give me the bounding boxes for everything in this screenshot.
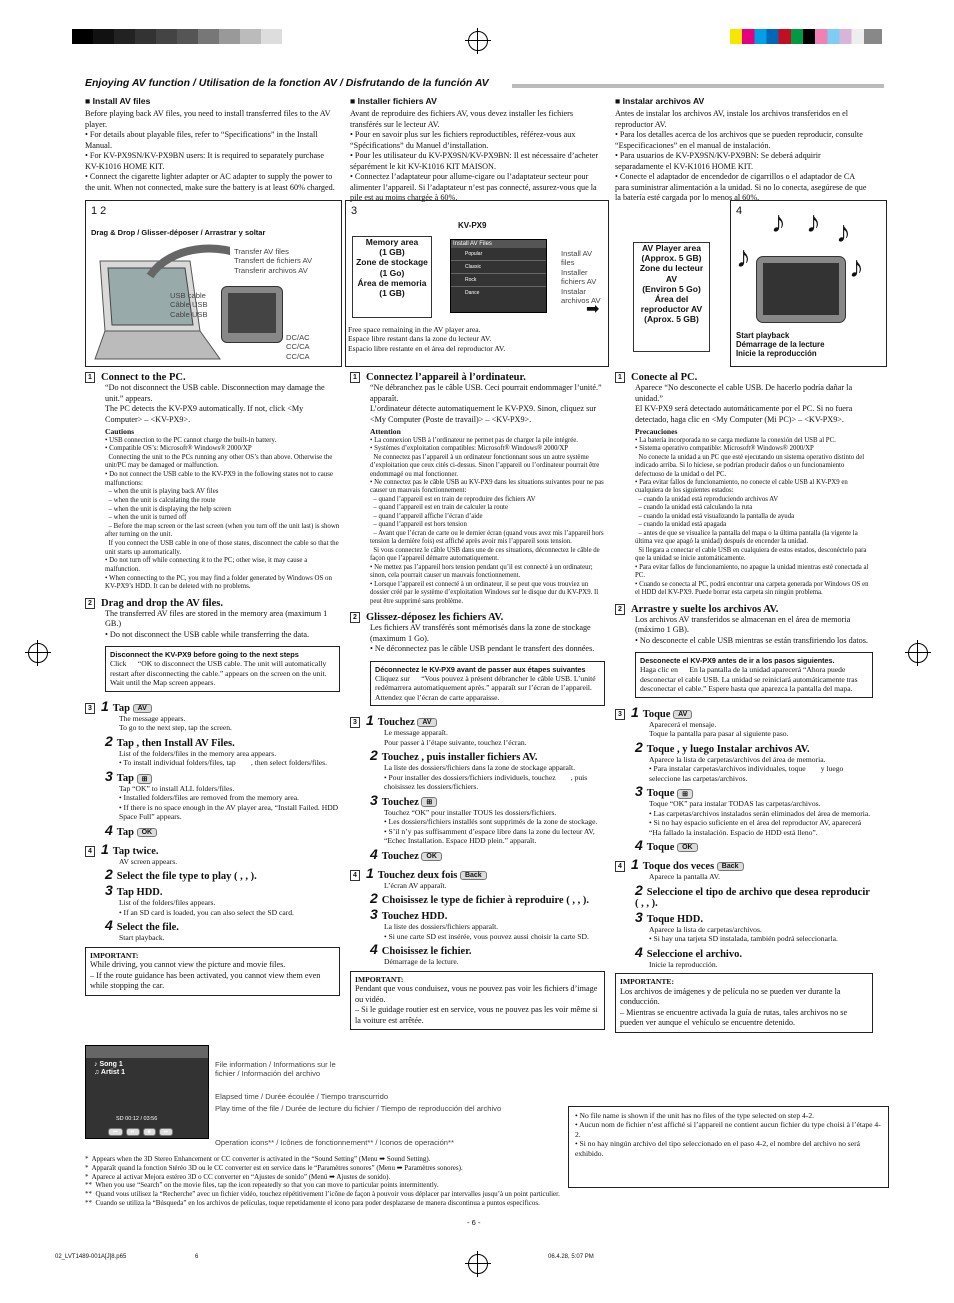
footnotes: * Appears when the 3D Stereo Enhancement or CC converter is activated in the “Sound Setting” (Menu ➡ Sound Setting). * Apparaît quand la fonction Stéréo 3D ou le CC converter est en service dans le “Paramètres sonores” (Menu ➡ Paramètres sonores). * Aparece al activar Mejora estéreo 3D o CC converter en “Ajustes de sonido” (Menú ➡ Ajustes de sonido). ** When you use “Search” on the movie files, tap the icon repeatedly so that you can move to particular points intermittently. ** Quand vous utilisez la “Recherche” avec un fichier vidéo, touchez répétitivement l’icône de façon à pouvoir vous déplacer par intervalles jusqu’à un point particulier. ** Cuando se utiliza la “Búsqueda” en los archivos de películas, toque repetidamente el icono para poder desplazarse de manera discontinua a puntos específicos.: [85, 1155, 560, 1207]
en-s4-3-text: List of the folders/files appears. • If an SD card is loaded, you can also select the SD card.: [119, 898, 294, 917]
es-s3-1: Toque: [642, 708, 671, 720]
en-step1-title: Connect to the PC.: [101, 372, 186, 383]
es-disconnect-note: [635, 652, 873, 697]
screen-item[interactable]: Dance: [465, 290, 480, 296]
es-s4-4: Seleccione el archivo.: [646, 948, 742, 960]
en-s3-1-text: The message appears. To go to the next step, tap the screen.: [119, 713, 232, 733]
column-fr: 1 Connectez l’appareil à l’ordinateur. “Ne débranchez pas le câble USB. Ceci pourrait endommager l’unité.” apparaît. L’ordinateur détecte automatiquement le KV-PX9. Sinon, cliquez sur <My Computer (Poste de travail)> – <KV-PX9>. Attention • La connexion USB à l’ordinateur ne permet pas de charger la pile intégrée. • Systèmes d’exploitation compatibles: Microsoft® Windows® 2000/XP Ne connectez pas l’appareil à un ordinateur fonctionnant sous un autre système d’exploitation que ceux cités ci-dessus. Sinon l’appareil ou l’ordinateur pourrait être endommagé ou mal fonctionner. • Ne connectez pas le câble USB au KV-PX9 dans les situations suivantes pour ne pas causer un mauvais fonctionnement: – quand l’appareil est en train de reproduire des fichiers AV – quand l’appareil est en train de calculer la route – quand l’appareil affiche l’écran d’aide – quand l’appareil est hors tension – Avant que l’écran de carte ou le dernier écran (quand vous avez mis l’appareil hors tension la dernière fois) est affiché après avoir mis l’appareil sous tension. Si vous connectez le câble USB dans une de ces situations, déconnectez le câble de façon que l’appareil démarre automatiquement. • Ne mettez pas l’appareil hors tension pendant qu’il est connecté à un ordinateur; sinon, cela pourrait causer un mauvais fonctionnement. • Lorsque l’appareil est connecté à un ordinateur, il se peut que vous trouviez un dossier créé par le système d’exploitation Windows sur le disque dur du KV-PX9. Il peut être supprimé sans problème. 2 Glissez-déposez les fichiers AV. Les fichiers AV transférés sont mémorisés dans la zone de stockage (maximum 1 Go). • Ne déconnectez pas le câble USB pendant le transfert des données. Déconnectez le KV-PX9 avant de passer aux étapes suivantes Cliquez sur “Vous pouvez à présent débrancher le câble USB. L’unité redémarrera automatiquement après.” apparaît sur l’écran de l’appareil. Attendez que l’écran de carte apparaisse. 3 1 Touchez AV Le message apparaît. Pour passer à l’étape suivante, touchez l’écran. 2 Touchez , puis installer fichiers AV. La liste des dossiers/fichiers dans la zone de stockage apparaît. • Pour installer des dossiers/fichiers individuels, touchez , puis choisissez les dossiers/fichiers. 3 Touchez ⊞ Touchez “OK” pour installer TOUS les dossiers/fichiers. • Les dossiers/fichiers installés sont supprimés de la zone de stockage. • S’il n’y pas suffisamment d’espace libre dans la zone du lecteur AV, “Echec Installation. Espace HDD plein.” apparaît. 4 Touchez OK 4 1 Touchez deux fois Back L’écran AV apparaît. 2 Choisissez le type de fichier à reproduire ( , , ). 3 Touchez HDD. La liste des dossiers/fichiers apparaît. • Si une carte SD est insérée, vous pouvez aussi choisir la carte SD. 4 Choisissez le fichier. Démarrage de la lecture. IMPORTANT: Pendant que vous conduisez, vous ne pouvez pas voir les fichiers d’image ou vidéo. – Si le guidage routier est en service, vous ne pouvez pas les voir même si la voiture est arrêtée.: [350, 372, 605, 1030]
es-s3-4: Toque: [646, 842, 675, 854]
en-note-text: Click “OK to disconnect the USB cable. The unit will automatically restart after disconnecting the cable.” appears on the screen on the unit. Wait until the Map screen appears.: [110, 659, 329, 688]
es-s4-3: Toque HDD.: [646, 913, 704, 925]
es-s3-1-text: Aparecerá el mensaje. Toque la pantalla para pasar al siguiente paso.: [649, 719, 789, 739]
figure-step-4: 4: [736, 205, 743, 217]
av-button-icon[interactable]: AV: [417, 718, 436, 727]
en-s3-3: Tap: [116, 772, 134, 784]
en-s3-2: Tap , then Install AV Files.: [116, 737, 235, 749]
fr-s3-3: Touchez: [381, 796, 419, 808]
music-note-icon: ♪: [836, 216, 851, 249]
all-button-icon[interactable]: ⊞: [421, 797, 437, 807]
laptop-illustration: [90, 241, 230, 366]
all-button-icon[interactable]: ⊞: [137, 774, 153, 784]
es-s3-2: Toque , y luego Instalar archivos AV.: [646, 743, 810, 755]
install-text-fr: Avant de reproduire des fichiers AV, vous devez installer les fichiers transférés sur le lecteur AV. • Pour en savoir plus sur les fichiers reproductibles, référez-vous aux “Spécifications” du Manuel d’installation. • Pour les utilisateur du KV-PX9SN/KV-PX9BN: Il est nécessaire d’acheter séparément le kit KV-K1016 KIT MAISON. • Connectez l’adaptateur pour allume-cigare ou l’adaptateur secteur pour alimenter l’appareil. Si l’adaptateur n’est pas connecté, assurez-vous que la pile est au moins chargée à 60%.: [350, 109, 599, 202]
en-s4-3: Tap HDD.: [116, 887, 163, 899]
en-important: [85, 947, 340, 996]
fr-s3-3-text: Touchez “OK” pour installer TOUS les dossiers/fichiers. • Les dossiers/fichiers installés sont supprimés de la zone de stockage. • S’il n’y pas suffisamment d’espace libre dans la zone du lecteur AV, “Echec Installation. Espace HDD plein.” apparaît.: [384, 807, 598, 846]
en-cautions: • USB connection to the PC cannot charge the built-in battery. • Compatible OS’s: Microsoft® Windows® 2000/XP Connecting the unit to the PCs running any other OS’s than above. Otherwise the unit/PC may be damaged or malfunction. • Do not connect the USB cable to the KV-PX9 in the following states not to cause malfunctions: – when the unit is playing back AV files – when the unit is calculating the route – when the unit is displaying the help screen – when the unit is turned off – Before the map screen or the last screen (when you turn off the unit last) is shown after turning on the unit. If you connect the USB cable in one of those states, disconnect the cable so that the unit starts up automatically. • Do not turn off while connecting it to the PC; other wise, it may cause a malfunction. • When connecting to the PC, you may find a folder generated by Windows OS on KV-PX9’s HDD. It can be deleted with no problems.: [105, 436, 340, 591]
music-note-icon: ♪: [771, 206, 786, 239]
av-button-icon[interactable]: AV: [133, 704, 152, 713]
fr-s3-1: Touchez: [377, 717, 415, 729]
es-important-text: Los archivos de imágenes y de película no se pueden ver durante la conducción. – Mientras se encuentre activada la guía de rutas, tales archivos no se pueden ver aunque el vehículo se encuentre detenido.: [620, 986, 848, 1028]
registration-mark-bottom: [468, 1254, 488, 1274]
screen-item[interactable]: Popular: [451, 248, 546, 261]
es-prec: • La batería incorporada no se carga mediante la conexión del USB al PC. • Sistema operativo compatible: Microsoft® Windows® 2000/XP No conecte la unidad a un PC que esté ejecutando un sistema operativo distinto del indicado arriba. Si lo hiciese, se podrían producir daños o un funcionamiento defectuoso de la unidad o del PC. • Para evitar fallos de funcionamiento, no conecte el cable USB al KV-PX9 en cualquiera de los siguientes estados: – cuando la unidad está reproduciendo archivos AV – cuando la unidad está calculando la ruta – cuando la unidad está visualizando la pantalla de ayuda – cuando la unidad está apagada – antes de que se visualice la pantalla del mapa o la última pantalla (la vigente la última vez que apagó la unidad) después de encender la unidad. Si llegara a conectar el cable USB en cualquiera de estos estados, desconéctelo para que la unidad se inicie automáticamente. • Para evitar fallos de funcionamiento, no apague la unidad mientras esté conectada al PC. • Cuando se conecta al PC, podrá encontrar una carpeta generada por Windows OS en el HDD del KV-PX9. Puede borrar esta carpeta sin ningún problema.: [635, 436, 869, 597]
memory-area-box: Memory area (1 GB) Zone de stockage (1 Go) Área de memoria (1 GB): [352, 236, 432, 318]
music-note-icon: ♪: [806, 206, 821, 239]
playtime-callout: Play time of the file / Durée de lecture du fichier / Tiempo de reproducción del archivo: [215, 1104, 502, 1113]
fr-attention: • La connexion USB à l’ordinateur ne permet pas de charger la pile intégrée. • Systèmes d’exploitation compatibles: Microsoft® Windows® 2000/XP Ne connectez pas l’appareil à un ordinateur fonctionnant sous un autre système d’exploitation que ceux cités ci-dessus. Sinon l’appareil ou l’ordinateur pourrait être endommagé ou mal fonctionner. • Ne connectez pas le câble USB au KV-PX9 dans les situations suivantes pour ne pas causer un mauvais fonctionnement: – quand l’appareil est en train de reproduire des fichiers AV – quand l’appareil est en train de calculer la route – quand l’appareil affiche l’écran d’aide – quand l’appareil est hors tension – Avant que l’écran de carte ou le dernier écran (quand vous avez mis l’appareil hors tension la dernière fois) est affiché après avoir mis l’appareil sous tension. Si vous connectez le câble USB dans une de ces situations, déconnectez le câble de façon que l’appareil démarre automatiquement. • Ne mettez pas l’appareil hors tension pendant qu’il est connecté à un ordinateur; sinon, cela pourrait causer un mauvais fonctionnement. • Lorsque l’appareil est connecté à un ordinateur, il se peut que vous trouviez un dossier créé par le système d’exploitation Windows sur le disque dur du KV-PX9. Il peut être supprimé sans problème.: [370, 436, 604, 605]
en-s4-1: Tap twice.: [112, 845, 159, 857]
es-s3-3-text: Toque “OK” para instalar TODAS las carpetas/archivos. • Las carpetas/archivos instalados serán eliminados del área de memoria. • Si no hay espacio suficiente en el área del reproductor AV, aparecerá “Ha fallado la instalación. Espacio de HDD está lleno”.: [649, 799, 871, 837]
back-button-icon[interactable]: Back: [717, 862, 744, 871]
player-screen: [85, 1045, 209, 1139]
en-important-text: While driving, you cannot view the picture and movie files. – If the route guidance has been activated, you cannot view them even while stopping the car.: [90, 960, 321, 991]
es-step2-title: Arrastre y suelte los archivos AV.: [631, 603, 779, 615]
print-page: 6: [195, 1254, 199, 1260]
en-s4-1-text: AV screen appears.: [119, 856, 178, 866]
en-step2-title: Drag and drop the AV files.: [101, 597, 223, 609]
drag-caption: Drag & Drop / Glisser-déposer / Arrastrar y soltar: [91, 228, 266, 237]
free-space-label: Free space remaining in the AV player area. Espace libre restant dans la zone du lecteur AV. Espacio libre restante en el área del reproductor AV.: [348, 325, 506, 353]
en-s3-1: Tap: [112, 702, 130, 714]
figure-step-3: 3: [351, 205, 358, 217]
ops-callout: Operation icons** / Icônes de fonctionnement** / Iconos de operación**: [215, 1138, 454, 1147]
side-note: • No file name is shown if the unit has no files of the type selected on step 4-2. • Aucun nom de fichier n’est affiché si l’appareil ne contient aucun fichier du type choisi à l’étape 4-2. • Si no hay ningún archivo del tipo seleccionado en el paso 4-2, el nombre del archivo no será exhibido.: [568, 1106, 889, 1188]
es-s4-4-text: Inicie la reproducción.: [649, 959, 718, 969]
es-s4-1: Toque dos veces: [642, 861, 715, 873]
fr-s4-1-text: L’écran AV apparaît.: [384, 880, 447, 890]
fr-s4-3: Touchez HDD.: [381, 911, 448, 923]
fr-s3-4: Touchez: [381, 850, 419, 862]
install-head-fr: ■ Installer fichiers AV: [350, 96, 437, 106]
en-important-head: IMPORTANT:: [90, 950, 139, 960]
fr-disconnect-note: [370, 661, 605, 706]
file-info-callout: File information / Informations sur le fichier / Información del archivo: [215, 1060, 336, 1079]
install-text-en: Before playing back AV files, you need to install transferred files to the AV player. • For details about playable files, refer to “Specifications” in the Install Manual. • For KV-PX9SN/KV-PX9BN users: It is required to separately purchase KV-K1016 HOME KIT. • Connect the cigarette lighter adapter or AC adapter to supply the power to the unit. When not connected, make sure the battery is at least 60% charged.: [85, 109, 335, 192]
usb-cable-label: USB cable Câble USB Cable USB: [170, 291, 208, 319]
es-step2-text: Los archivos AV transferidos se almacenan en el área de memoria (máximo 1 GB). • No desconecte el cable USB mientras se están transfiriendo los datos.: [635, 614, 868, 645]
en-note-head: Disconnect the KV-PX9 before going to the next steps: [110, 650, 299, 660]
es-important: [615, 973, 873, 1032]
en-s3-3-text: Tap “OK” to install ALL folders/files. • Installed folders/files are removed from the memory area. • If there is no space enough in the AV player area, “Install Failed. HDD Space Full” appears.: [119, 783, 339, 822]
es-prec-head: Precauciones: [635, 427, 678, 437]
es-note-text: Haga clic en En la pantalla de la unidad aparecerá “Ahora puede desconectar el cable USB. La unidad se reiniciará automáticamente tras desconectar el cable.” Espere hasta que aparezca la pantalla del mapa.: [640, 665, 860, 694]
fr-important-head: IMPORTANT:: [355, 974, 404, 984]
start-playback-label: Start playback Démarrage de la lecture Inicie la reproducción: [736, 331, 825, 358]
es-step1-text: Aparece “No desconecte el cable USB. De hacerlo podría dañar la unidad.” El KV-PX9 será detectado automáticamente por el PC. Si no fuera detectado, haga clic en <My Computer (Mi PC)> – <KV-PX9>.: [635, 383, 853, 424]
fr-important: [350, 971, 605, 1030]
es-important-head: IMPORTANTE:: [620, 977, 675, 987]
model-label: KV-PX9: [458, 221, 487, 230]
fr-s4-2: Choisissez le type de fichier à reproduire ( , , ).: [381, 895, 589, 907]
en-s4-4-text: Start playback.: [119, 933, 165, 943]
fr-attention-head: Attention: [370, 427, 401, 437]
es-s3-3: Toque: [646, 788, 675, 800]
next-icon[interactable]: ⏭: [159, 1128, 174, 1136]
fr-s3-2-text: La liste des dossiers/fichiers dans la zone de stockage apparaît. • Pour installer des dossiers/fichiers individuels, touchez , puis choisissez les dossiers/fichiers.: [384, 763, 588, 792]
song-name: ♪ Song 1: [94, 1061, 123, 1068]
fr-s4-4: Choisissez le fichier.: [381, 946, 472, 958]
colour-bar-left: [72, 29, 282, 44]
page-title: Enjoying AV function / Utilisation de la fonction AV / Disfrutando de la función AV: [85, 77, 489, 89]
dc-label: DC/AC CC/CA CC/CA: [286, 333, 310, 361]
artist-name: ♫ Artist 1: [94, 1069, 126, 1076]
en-s3-4: Tap: [116, 826, 134, 838]
install-text-es: Antes de instalar los archivos AV, instale los archivos transferidos en el reproductor AV. • Para los detalles acerca de los archivos que se pueden reproducir, consulte “Especificaciones” en el manual de instalación. • Para usuarios de KV-PX9SN/KV-PX9BN: Se deberá adquirir separadamente el KV-K1016 HOME KIT. • Conecte el adaptador de encendedor de cigarrillos o el adaptador de CA para suministrar alimentación a la unidad. Si no lo conecta, asegúrese de que la batería esté cargada por lo menos al 60%.: [615, 109, 867, 202]
en-cautions-head: Cautions: [105, 427, 135, 437]
fr-note-text: Cliquez sur “Vous pouvez à présent débrancher le câble USB. L’unité redémarrera automatiquement après.” apparaît sur l’écran de l’appareil. Attendez que l’écran de carte apparaisse.: [375, 673, 598, 702]
es-s4-2: Seleccione el tipo de archivo que desea reproducir ( , , ).: [635, 886, 870, 909]
title-rule: [512, 84, 884, 88]
en-s4-2: Select the file type to play ( , , ).: [116, 871, 257, 883]
print-date: 06.4.28, 5:07 PM: [548, 1254, 594, 1260]
music-note-icon: ♪: [849, 251, 864, 284]
es-s4-1-text: Aparece la pantalla AV.: [649, 872, 720, 882]
registration-mark-right: [908, 643, 928, 663]
arrow-icon: ➡: [586, 301, 600, 318]
en-s3-2-text: List of the folders/files in the memory area appears. • To install individual folders/files, tap , then select folders/files.: [119, 748, 328, 768]
all-button-icon[interactable]: ⊞: [677, 789, 693, 799]
fr-s4-3-text: La liste des dossiers/fichiers apparaît. • Si une carte SD est insérée, vous pouvez aussi choisir la carte SD.: [384, 922, 589, 941]
en-disconnect-note: [105, 646, 340, 691]
kvpx9-device: [221, 286, 283, 343]
av-player-area-box: AV Player area (Approx. 5 GB) Zone du lecteur AV (Environ 5 Go) Área del reproductor AV (Aprox. 5 GB): [633, 242, 710, 352]
en-s4-4: Select the file.: [116, 922, 179, 934]
es-note-head: Desconecte el KV-PX9 antes de ir a los pasos siguientes.: [640, 656, 835, 666]
install-head-en: ■ Install AV files: [85, 96, 151, 106]
fr-s3-1-text: Le message apparaît. Pour passer à l’étape suivante, touchez l’écran.: [384, 728, 527, 747]
column-es: 1 Conecte al PC. Aparece “No desconecte el cable USB. De hacerlo podría dañar la unidad.” El KV-PX9 será detectado automáticamente por el PC. Si no fuera detectado, haga clic en <My Computer (Mi PC)> – <KV-PX9>. Precauciones • La batería incorporada no se carga mediante la conexión del USB al PC. • Sistema operativo compatible: Microsoft® Windows® 2000/XP No conecte la unidad a un PC que esté ejecutando un sistema operativo distinto del indicado arriba. Si lo hiciese, se podrían producir daños o un funcionamiento defectuoso de la unidad o del PC. • Para evitar fallos de funcionamiento, no conecte el cable USB al KV-PX9 en cualquiera de los siguientes estados: – cuando la unidad está reproduciendo archivos AV – cuando la unidad está calculando la ruta – cuando la unidad está visualizando la pantalla de ayuda – cuando la unidad está apagada – antes de que se visualice la pantalla del mapa o la última pantalla (la vigente la última vez que apagó la unidad) después de encender la unidad. Si llegara a conectar el cable USB en cualquiera de estos estados, desconéctelo para que la unidad se inicie automáticamente. • Para evitar fallos de funcionamiento, no apague la unidad mientras esté conectada al PC. • Cuando se conecta al PC, podrá encontrar una carpeta generada por Windows OS en el HDD del KV-PX9. Puede borrar esta carpeta sin ningún problema. 2 Arrastre y suelte los archivos AV. Los archivos AV transferidos se almacenan en el área de memoria (máximo 1 GB). • No desconecte el cable USB mientras se están transfiriendo los datos. Desconecte el KV-PX9 antes de ir a los pasos siguientes. Haga clic en En la pantalla de la unidad aparecerá “Ahora puede desconectar el cable USB. La unidad se reiniciará automáticamente tras desconectar el cable.” Espere hasta que aparezca la pantalla del mapa. 3 1 Toque AV Aparecerá el mensaje. Toque la pantalla para pasar al siguiente paso. 2 Toque , y luego Instalar archivos AV. Aparece la lista de carpetas/archivos del área de memoria. • Para instalar carpetas/archivos individuales, toque y luego seleccione las carpetas/archivos. 3 Toque ⊞ Toque “OK” para instalar TODAS las carpetas/archivos. • Las carpetas/archivos instalados serán eliminados del área de memoria. • Si no hay espacio suficiente en el área del reproductor AV, aparecerá “Ha fallado la instalación. Espacio de HDD está lleno”. 4 Toque OK 4 1 Toque dos veces Back Aparece la pantalla AV. 2 Seleccione el tipo de archivo que desea reproducir ( , , ). 3 Toque HDD. Aparece la lista de carpetas/archivos. • Si hay una tarjeta SD instalada, también podrá seleccionarla. 4 Seleccione el archivo. Inicie la reproducción. IMPORTANTE: Los archivos de imágenes y de película no se pueden ver durante la conducción. – Mientras se encuentre activada la guía de rutas, tales archivos no se pueden ver aunque el vehículo se encuentre detenido.: [615, 372, 873, 1033]
figure-step-12: 1 2: [91, 205, 107, 217]
en-step1-text: “Do not disconnect the USB cable. Disconnection may damage the unit.” appears. The PC detects the KV-PX9 automatically. If not, click <My Computer> – <KV-PX9>.: [105, 383, 325, 424]
fr-note-head: Déconnectez le KV-PX9 avant de passer aux étapes suivantes: [375, 664, 586, 674]
es-step1-title: Conecte al PC.: [631, 372, 698, 383]
column-en: 1 Connect to the PC. “Do not disconnect the USB cable. Disconnection may damage the unit.” appears. The PC detects the KV-PX9 automatically. If not, click <My Computer> – <KV-PX9>. Cautions • USB connection to the PC cannot charge the built-in battery. • Compatible OS’s: Microsoft® Windows® 2000/XP Connecting the unit to the PCs running any other OS’s than above. Otherwise the unit/PC may be damaged or malfunction. • Do not connect the USB cable to the KV-PX9 in the following states not to cause malfunctions: – when the unit is playing back AV files – when the unit is calculating the route – when the unit is displaying the help screen – when the unit is turned off – Before the map screen or the last screen (when you turn off the unit last) is shown after turning on the unit. If you connect the USB cable in one of those states, disconnect the cable so that the unit starts up automatically. • Do not turn off while connecting it to the PC; other wise, it may cause a malfunction. • When connecting to the PC, you may find a folder generated by Windows OS on KV-PX9’s HDD. It can be deleted with no problems. 2 Drag and drop the AV files. The transferred AV files are stored in the memory area (maximum 1 GB.) • Do not disconnect the USB cable while transferring the data. Disconnect the KV-PX9 before going to the next steps Click “OK to disconnect the USB cable. The unit will automatically restart after disconnecting the cable.” appears on the screen on the unit. Wait until the Map screen appears. 3 1 Tap AV The message appears. To go to the next step, tap the screen. 2 Tap , then Install AV Files. List of the folders/files in the memory area appears. • To install individual folders/files, tap , then select folders/files. 3 Tap ⊞ Tap “OK” to install ALL folders/files. • Installed folders/files are removed from the memory area. • If there is no space enough in the AV player area, “Install Failed. HDD Space Full” appears. 4 Tap OK 4 1 Tap twice. AV screen appears. 2 Select the file type to play ( , , ). 3 Tap HDD. List of the folders/files appears. • If an SD card is loaded, you can also select the SD card. 4 Select the file. Start playback. IMPORTANT: While driving, you cannot view the picture and movie files. – If the route guidance has been activated, you cannot view them even while stopping the car.: [85, 372, 340, 996]
music-note-icon: ♪: [736, 241, 751, 274]
fr-step2-text: Les fichiers AV transférés sont mémorisés dans la zone de stockage (maximum 1 Go). • Ne déconnectez pas le câble USB pendant le transfert des données.: [370, 623, 595, 654]
fr-step1-text: “Ne débranchez pas le câble USB. Ceci pourrait endommager l’unité.” apparaît. L’ordinateur détecte automatiquement le KV-PX9. Sinon, cliquez sur <My Computer (Poste de travail)> – <KV-PX9>.: [370, 383, 602, 424]
registration-mark-top: [468, 31, 488, 51]
transfer-label: Transfer AV files Transfert de fichiers AV Transferir archivos AV: [234, 247, 313, 275]
prev-icon[interactable]: ⏮: [108, 1128, 123, 1136]
es-s3-2-text: Aparece la lista de carpetas/archivos del área de memoria. • Para instalar carpetas/archivos individuales, toque y luego seleccione las carpetas/archivos.: [649, 754, 844, 783]
av-button-icon[interactable]: AV: [673, 710, 692, 719]
screen-item[interactable]: Rock: [451, 274, 546, 287]
colour-bar-right: [730, 29, 882, 44]
elapsed-callout: Elapsed time / Durée écoulée / Tiempo transcurrido: [215, 1092, 389, 1101]
install-screen: [450, 239, 547, 313]
fr-step2-title: Glissez-déposez les fichiers AV.: [366, 612, 504, 624]
fr-important-text: Pendant que vous conduisez, vous ne pouvez pas voir les fichiers d’image ou vidéo. – Si le guidage routier est en service, vous ne pouvez pas les voir même si la voiture est arrêtée.: [355, 984, 598, 1025]
ok-button-icon[interactable]: OK: [137, 828, 158, 837]
print-file-name: 02_LVT1489-001A[J]8.p65: [55, 1254, 127, 1260]
time-readout: SD 00:12 / 03:56: [116, 1116, 158, 1122]
kvpx9-device: [756, 256, 846, 323]
fr-s3-2: Touchez , puis installer fichiers AV.: [381, 752, 538, 764]
figure-install: [345, 200, 609, 367]
play-icon[interactable]: ⏯: [126, 1128, 140, 1136]
screen-item[interactable]: Classic: [451, 261, 546, 274]
figure-playback: [730, 200, 887, 367]
es-s4-3-text: Aparece la lista de carpetas/archivos. • Si hay una tarjeta SD instalada, también podrá seleccionarla.: [649, 924, 838, 944]
fr-step1-title: Connectez l’appareil à l’ordinateur.: [366, 372, 526, 383]
ok-button-icon[interactable]: OK: [677, 843, 698, 852]
stop-icon[interactable]: ■: [143, 1128, 156, 1136]
en-step2-text: The transferred AV files are stored in the memory area (maximum 1 GB.) • Do not disconnect the USB cable while transferring the data.: [105, 608, 328, 639]
install-label: Install AV files Installer fichiers AV Instalar archivos AV: [561, 249, 601, 306]
registration-mark-left: [28, 643, 48, 663]
install-head-es: ■ Instalar archivos AV: [615, 96, 705, 106]
screen-title: Install AV Files: [451, 240, 546, 248]
back-button-icon[interactable]: Back: [460, 871, 487, 880]
figure-drag-drop: [85, 200, 342, 367]
ok-button-icon[interactable]: OK: [421, 852, 442, 861]
fr-s4-1: Touchez deux fois: [377, 869, 458, 881]
fr-s4-4-text: Démarrage de la lecture.: [384, 957, 459, 967]
page-number: - 6 -: [467, 1218, 481, 1227]
